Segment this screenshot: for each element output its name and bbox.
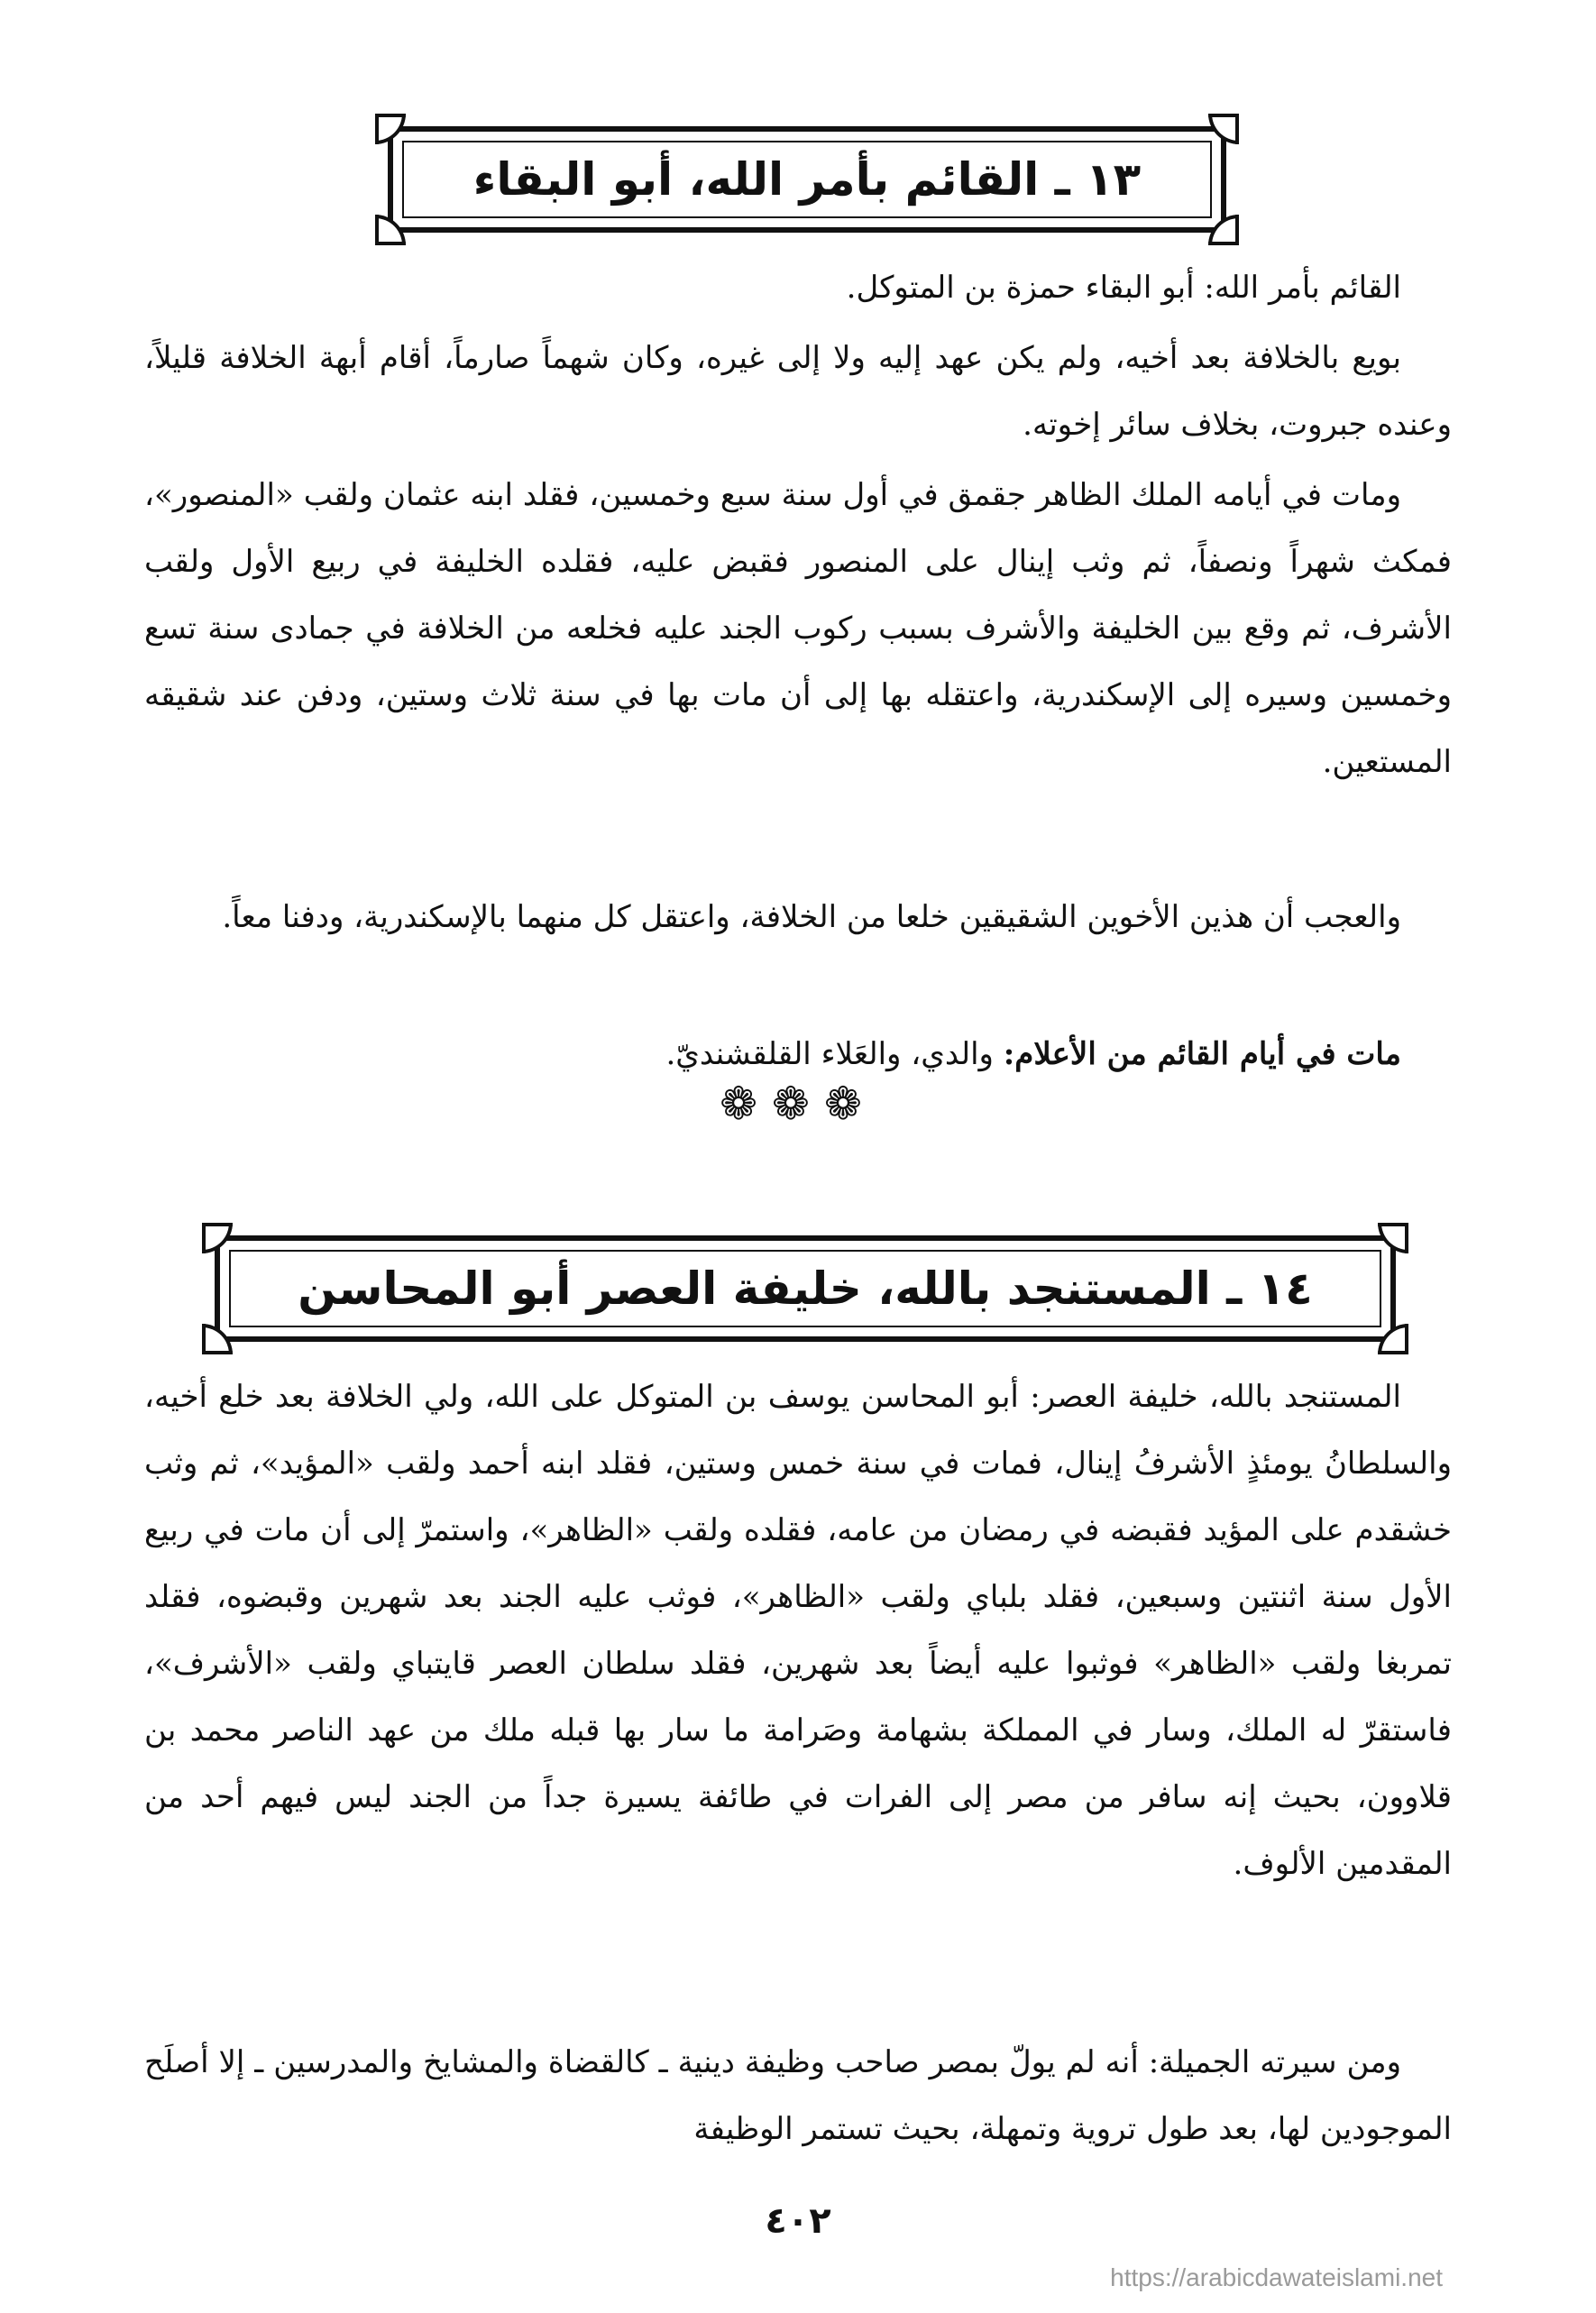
paragraph-text: بويع بالخلافة بعد أخيه، ولم يكن عهد إليه ولا إلى غيره، وكان شهماً صارماً، أقام أبهة الخلافة قليلاً، وعنده جبروت، بخلاف سائر إخوته. [144,340,1452,443]
paragraph [144,884,1452,950]
section-divider-ornament: ❁❁❁ [720,1078,876,1130]
paragraph [144,325,1452,458]
paragraph [144,1363,1452,1897]
paragraph-text: ومن سيرته الجميلة: أنه لم يولّ بمصر صاحب وظيفة دينية ـ كالقضاة والمشايخ والمدرسين ـ إلا أصلَح الموجودين لها، بعد طول تروية وتمهلة، بحيث تستمر الوظيفة [144,2044,1452,2147]
paragraph [144,2029,1452,2162]
paragraph [144,462,1452,795]
corner-ornament [1208,114,1239,144]
paragraph-text: المستنجد بالله، خليفة العصر: أبو المحاسن يوسف بن المتوكل على الله، ولي الخلافة بعد خلع أخيه، والسلطانُ يومئذٍ الأشرفُ إينال، فمات في سنة خمس وستين، فقلد ابنه أحمد ولقب «المؤيد»، ثم وثب خشقدم على المؤيد فقبضه في رمضان من عامه، فقلده ولقب «الظاهر»، واستمرّ إلى أن مات في ربيع الأول سنة اثنتين وسبعين، فقلد بلباي ولقب «الظاهر»، فوثب عليه الجند بعد شهرين وقبضوه، فقلد تمربغا ولقب «الظاهر» فوثبوا عليه أيضاً بعد شهرين، فقلد سلطان العصر قايتباي ولقب «الأشرف»، فاستقرّ له الملك، وسار في المملكة بشهامة وصَرامة ما سار بها قبله ملك من عهد الناصر محمد بن قلاوون، بحيث إنه سافر من مصر إلى الفرات في طائفة يسيرة جداً من الجند ليس فيهم أحد من المقدمين الألوف. [144,1379,1452,1882]
corner-ornament [375,215,406,245]
paragraph-text: القائم بأمر الله: أبو البقاء حمزة بن المتوكل. [846,270,1401,306]
corner-ornament [1378,1324,1408,1354]
deaths-label: مات في أيام القائم من الأعلام: [1003,1036,1401,1072]
corner-ornament [375,114,406,144]
chapter-heading-13 [388,126,1226,233]
watermark-url: https://arabicdawateislami.net [1110,2263,1443,2291]
corner-ornament [202,1223,233,1253]
paragraph-text: والعجب أن هذين الأخوين الشقيقين خلعا من الخلافة، واعتقل كل منهما بالإسكندرية، ودفنا معاً. [222,899,1401,935]
page-number: ٤٠٢ [765,2200,831,2242]
paragraph-text: ومات في أيامه الملك الظاهر جقمق في أول سنة سبع وخمسين، فقلد ابنه عثمان ولقب «المنصور»، فمكث شهراً ونصفاً، ثم وثب إينال على المنصور فقبض عليه، فقلده الخليفة في ربيع الأول ولقب الأشرف، ثم وقع بين الخليفة والأشرف بسبب ركوب الجند عليه فخلعه من الخلافة في جمادى سنة تسع وخمسين وسيره إلى الإسكندرية، واعتقله بها إلى أن مات بها في سنة ثلاث وستين، ودفن عند شقيقه المستعين. [144,477,1452,780]
deaths-text: والدي، والعَلاء القلقشنديّ. [665,1036,994,1072]
corner-ornament [202,1324,233,1354]
chapter-heading-14 [215,1235,1396,1342]
corner-ornament [1378,1223,1408,1253]
chapter-title: ١٣ ـ القائم بأمر الله، أبو البقاء [472,153,1142,206]
paragraph [144,254,1452,321]
chapter-title: ١٤ ـ المستنجد بالله، خليفة العصر أبو المحاسن [298,1262,1313,1315]
corner-ornament [1208,215,1239,245]
